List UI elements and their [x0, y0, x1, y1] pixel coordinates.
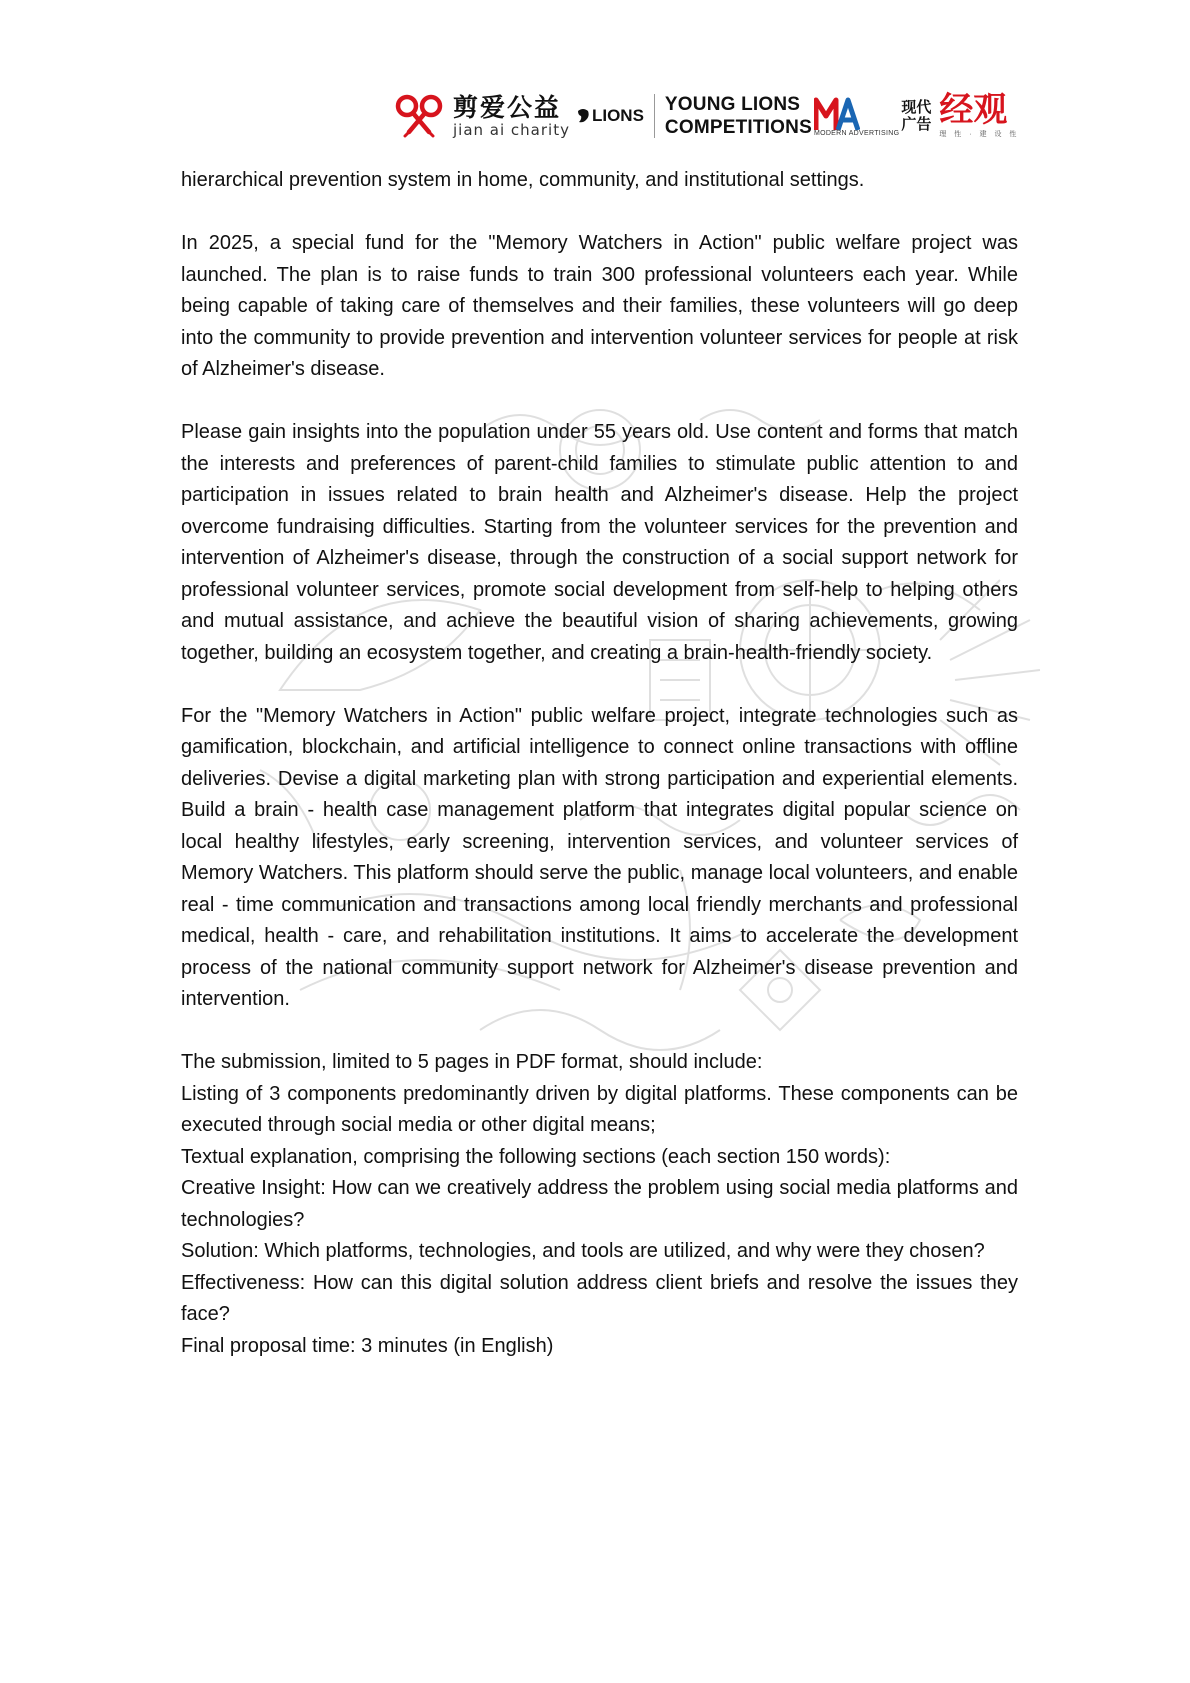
document-body	[181, 165, 1018, 1362]
header-divider	[654, 94, 655, 138]
paragraph-technologies: For the "Memory Watchers in Action" public welfare project, integrate technologies such as gamification, blockchain, and artificial intelligence to connect online transactions with offline deliveries. Devise a digital marketing plan with strong participation and experiential elements. Build a brain - health case management platform that integrates digital popular science on local healthy lifestyles, early screening, intervention services, and volunteer services of Memory Watchers. This platform should serve the public, manage local volunteers, and enable real - time communication and transactions among local friendly merchants and professional medical, health - care, and rehabilitation institutions. It aims to accelerate the development process of the national community support network for Alzheimer's disease prevention and intervention.	[181, 704, 1018, 1010]
paragraph-special-fund: In 2025, a special fund for the "Memory Watchers in Action" public welfare project was launched. The plan is to raise funds to train 300 professional volunteers each year. While being capable of taking care of themselves and their families, these volunteers will go deep into the community to provide prevention and intervention volunteer services for people at risk of Alzheimer's disease.	[181, 232, 1018, 380]
ma-monogram-icon	[814, 96, 860, 132]
submission-solution: Solution: Which platforms, technologies, and tools are utilized, and why were they chosen?	[181, 1240, 985, 1262]
young-lions-logo	[665, 93, 812, 139]
lions-text: LIONS	[591, 106, 644, 125]
young-lions-line-1: YOUNG LIONS	[664, 94, 801, 115]
jingguan-chinese-name: 经观	[939, 90, 1008, 130]
modern-advertising-chinese: 现代广告	[901, 98, 932, 133]
modern-advertising-english: MODERN ADVERTISING	[813, 129, 900, 137]
jian-ai-english-name: jian ai charity	[453, 120, 570, 139]
paragraph-prevention-system: hierarchical prevention system in home, community, and institutional settings.	[181, 169, 865, 191]
jian-ai-charity-logo	[395, 94, 570, 138]
lions-logo	[576, 106, 644, 126]
paragraph-insights: Please gain insights into the population under 55 years old. Use content and forms that match the interests and preferences of parent-child families to stimulate public attention to and participation in issues related to brain health and Alzheimer's disease. Help the project overcome fundraising difficulties. Starting from the volunteer services for the prevention and intervention of Alzheimer's disease, through the construction of a social support network for professional volunteer services, promote social development from self-help to helping others and mutual assistance, and achieve the beautiful vision of sharing achievements, growing together, building an ecosystem together, and creating a brain-health-friendly society.	[181, 421, 1018, 664]
submission-textual-explanation: Textual explanation, comprising the following sections (each section 150 words):	[181, 1145, 891, 1168]
modern-advertising-logo	[814, 96, 933, 137]
young-lions-line-2: COMPETITIONS	[664, 117, 812, 138]
submission-listing: Listing of 3 components predominantly driven by digital platforms. These components can be executed through social media or other digital means;	[181, 1082, 1018, 1136]
submission-final-time: Final proposal time: 3 minutes (in English)	[181, 1334, 554, 1357]
jingguan-logo	[939, 90, 1020, 139]
submission-intro: The submission, limited to 5 pages in PDF format, should include:	[181, 1051, 763, 1073]
lion-head-icon	[576, 108, 590, 124]
submission-effectiveness: Effectiveness: How can this digital solution address client briefs and resolve the issues they face?	[181, 1271, 1018, 1325]
jian-ai-chinese-name: 剪爱公益	[453, 92, 562, 122]
submission-creative-insight: Creative Insight: How can we creatively address the problem using social media platforms and technologies?	[181, 1177, 1018, 1231]
header-logos	[395, 88, 1019, 144]
scissors-heart-icon	[395, 94, 443, 138]
jingguan-tagline: 理 性 · 建 设 性	[939, 131, 1020, 138]
